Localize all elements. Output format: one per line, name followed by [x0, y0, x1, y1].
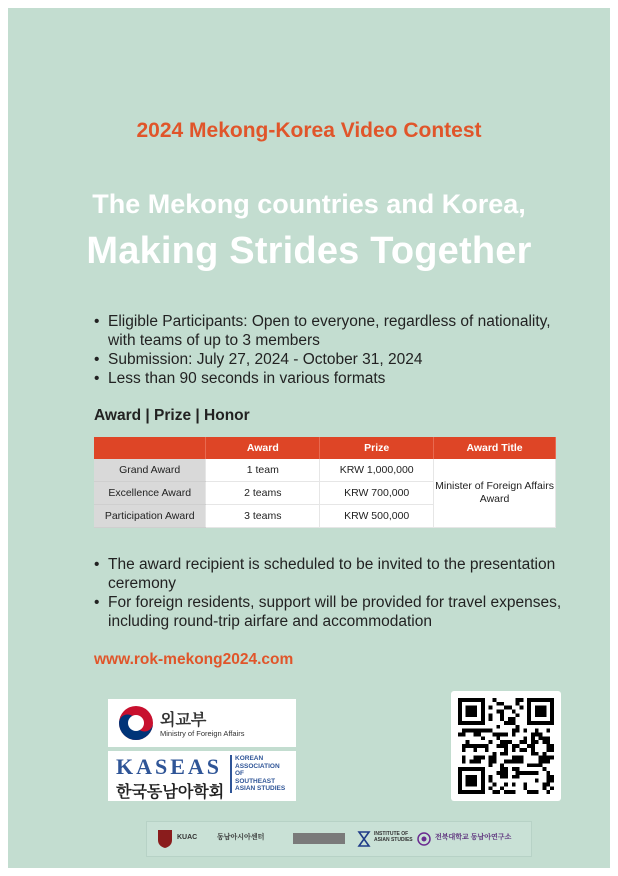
table-row	[94, 459, 556, 482]
row-label-excellence: Excellence Award	[94, 482, 206, 505]
cell-award: 3 teams	[206, 505, 320, 528]
award-heading: Award | Prize | Honor	[94, 407, 250, 424]
ceremony-list	[94, 555, 569, 631]
mofa-korean-name: 외교부	[160, 712, 207, 729]
table-header-prize: Prize	[320, 437, 434, 459]
table-header-row	[94, 437, 556, 459]
cell-award: 1 team	[206, 459, 320, 482]
kuac-shield-icon	[157, 829, 173, 849]
headline-line-2: Making Strides Together	[86, 230, 532, 272]
cell-award-title: Minister of Foreign Affairs Award	[434, 459, 556, 528]
cell-prize: KRW 700,000	[320, 482, 434, 505]
mofa-logo	[108, 699, 296, 747]
sponsor-logo-strip	[146, 821, 532, 857]
sponsor-institute-asian-studies: INSTITUTE OF ASIAN STUDIES	[374, 831, 413, 843]
hourglass-icon	[357, 831, 371, 847]
kaseas-english-name	[230, 755, 285, 793]
bullet-format: • Less than 90 seconds in various formats	[94, 369, 564, 388]
table-header-award-title: Award Title	[434, 437, 556, 459]
kaseas-line: ASIAN STUDIES	[235, 785, 286, 792]
bullet-eligible-participants: • Eligible Participants: Open to everyone, regardless of nationality, with teams of up to 3 members	[94, 312, 564, 350]
bullet-submission: • Submission: July 27, 2024 - October 31, 2024	[94, 350, 564, 369]
qr-code-icon	[458, 698, 554, 794]
kaseas-korean-name: 한국동남아학회	[116, 784, 225, 801]
row-label-participation: Participation Award	[94, 505, 206, 528]
kaseas-line: OF	[235, 770, 245, 777]
awards-table	[94, 437, 556, 528]
sponsor-kuac: KUAC	[177, 834, 198, 841]
headline-line-1: The Mekong countries and Korea,	[92, 189, 526, 219]
contest-title: 2024 Mekong-Korea Video Contest	[136, 119, 482, 142]
kaseas-line: ASSOCIATION	[235, 762, 280, 770]
poster	[8, 8, 610, 868]
cell-prize: KRW 1,000,000	[320, 459, 434, 482]
sponsor-badge-icon	[293, 833, 345, 844]
mofa-english-name: Ministry of Foreign Affairs	[160, 729, 245, 738]
cell-award: 2 teams	[206, 482, 320, 505]
eligibility-list	[94, 312, 564, 388]
university-seal-icon	[417, 832, 431, 846]
cell-prize: KRW 500,000	[320, 505, 434, 528]
website-link[interactable]: www.rok-mekong2024.com	[94, 651, 294, 668]
table-header-award: Award	[206, 437, 320, 459]
table-header-empty	[94, 437, 206, 459]
sponsor-jbnu-institute: 전북대학교 동남아연구소	[435, 834, 512, 841]
kaseas-line: KOREAN	[235, 755, 264, 762]
taegeuk-emblem-icon	[116, 703, 156, 743]
bullet-ceremony: • The award recipient is scheduled to be invited to the presentation ceremony	[94, 555, 569, 593]
kaseas-line: SOUTHEAST	[235, 777, 276, 785]
kaseas-logo	[108, 751, 296, 801]
bullet-travel-support: • For foreign residents, support will be provided for travel expenses, including round-trip airfare and accommodation	[94, 593, 569, 631]
sponsor-southeast-asia-center: 동남아시아센터	[217, 834, 265, 841]
kaseas-wordmark: KASEAS	[116, 754, 223, 779]
row-label-grand: Grand Award	[94, 459, 206, 482]
qr-code[interactable]	[451, 691, 561, 801]
